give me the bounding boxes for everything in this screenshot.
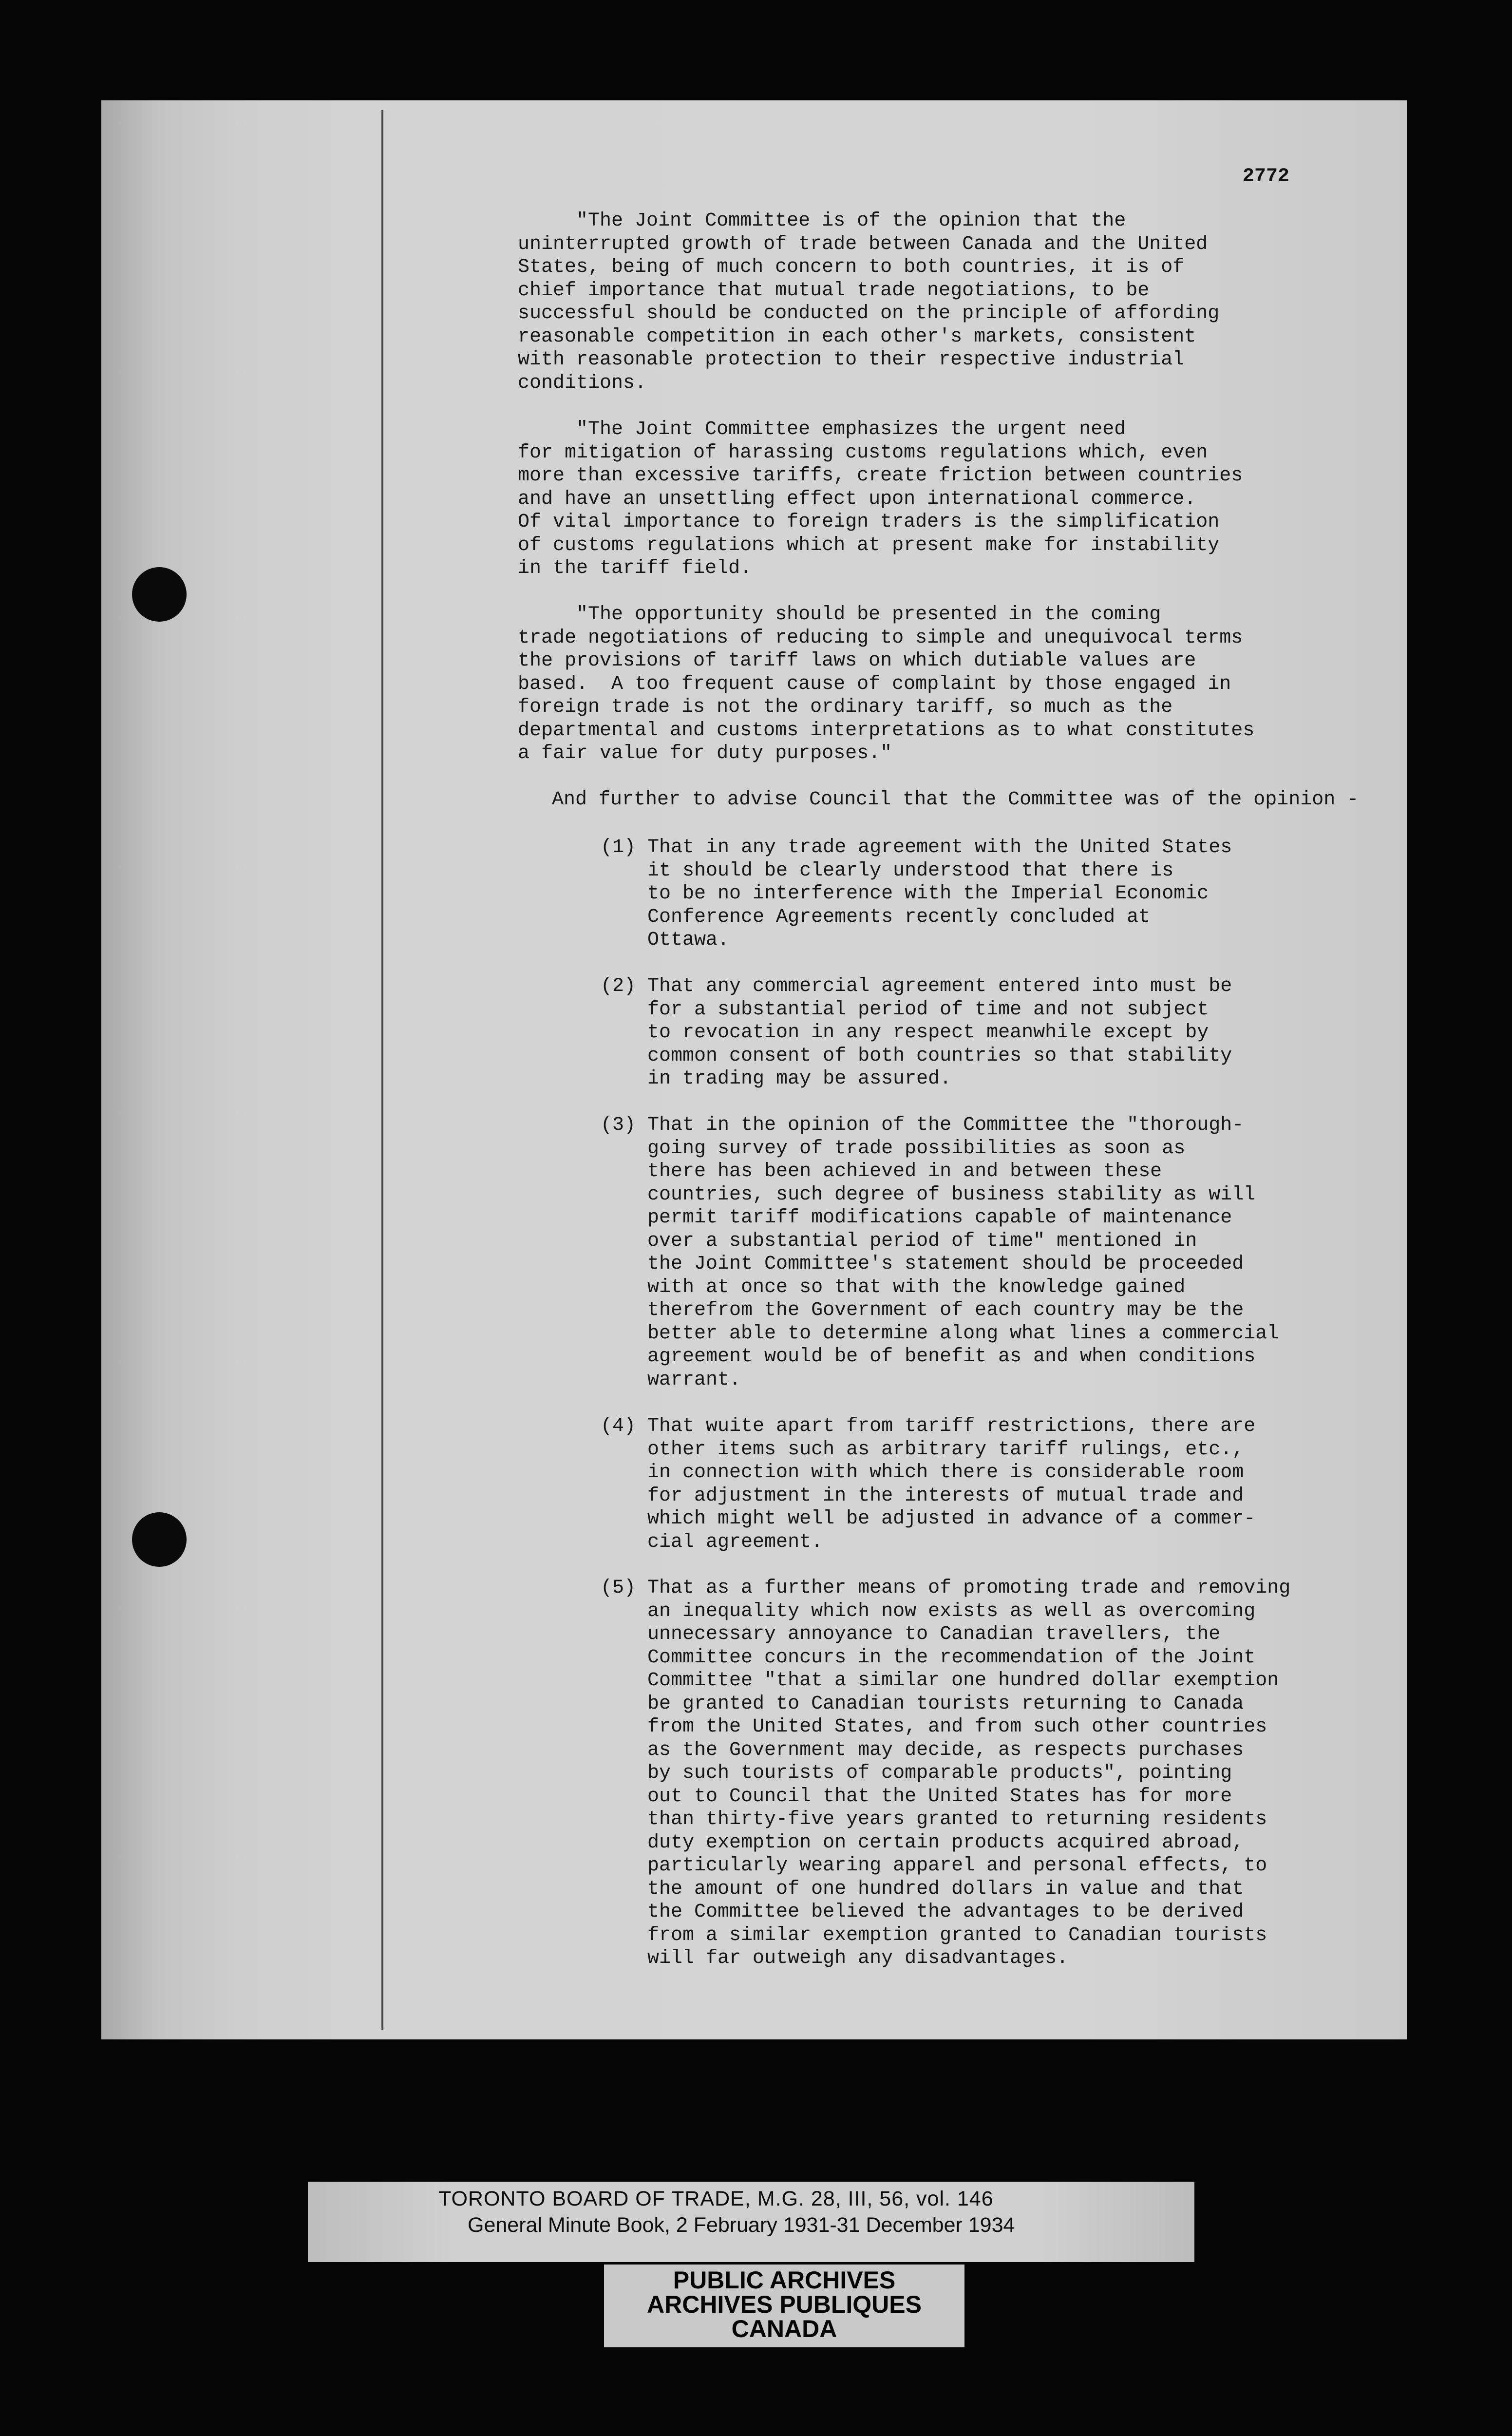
item-2-substantial-period: (2) That any commercial agreement entered into must be for a substantial period of time and not subject to revocation in any respect meanwhile except by common consent of both countries so that stability in trading may be assured.: [601, 975, 1232, 1090]
stamp-line-1: PUBLIC ARCHIVES: [673, 2266, 896, 2294]
stamp-line-2: ARCHIVES PUBLIQUES: [647, 2291, 922, 2318]
punch-hole-top: [132, 567, 187, 622]
stamp-line-3: CANADA: [731, 2315, 837, 2342]
archives-stamp: [604, 2268, 964, 2341]
item-1-imperial-agreements: (1) That in any trade agreement with the United States it should be clearly understood that there is to be no interference with the Imperial Economic Conference Agreements recently concluded at Ottawa.: [601, 837, 1232, 951]
item-3-trade-survey: (3) That in the opinion of the Committee the "thorough- going survey of trade possibilities as soon as there has been achieved in and between these countries, such degree of business stability as will permit tariff modifications capable of maintenance over a substantial period of time" mentioned in the Joint Committee's statement should be proceeded with at once so that with the knowledge gained therefrom the Government of each country may be the better able to determine along what lines a commercial agreement would be of benefit as and when conditions warrant.: [601, 1114, 1279, 1391]
archive-label-line-2: General Minute Book, 2 February 1931-31 December 1934: [468, 2213, 1015, 2237]
margin-rule: [381, 110, 383, 2030]
document-page: [101, 100, 1407, 2039]
item-5-tourist-exemption: (5) That as a further means of promoting trade and removing an inequality which now exists as well as overcoming unnecessary annoyance to Canadian travellers, the Committee concurs in the recommendation of the Joint Committee "that a similar one hundred dollar exemption be granted to Canadian tourists returning to Canada from the United States, and from such other countries as the Government may decide, as respects purchases by such tourists of comparable products", pointing out to Council that the United States has for more than thirty-five years granted to returning residents duty exemption on certain products acquired abroad, particularly wearing apparel and personal effects, to the amount of one hundred dollars in value and that the Committee believed the advantages to be derived from a similar exemption granted to Canadian tourists will far outweigh any disadvantages.: [601, 1577, 1291, 1969]
paragraph-customs-regulations: "The Joint Committee emphasizes the urgent need for mitigation of harassing customs regulations which, even more than excessive tariffs, create friction between countries and have an unsettling effect upon international commerce. Of vital importance to foreign traders is the simplification of customs regulations which at present make for instability in the tariff field.: [518, 419, 1243, 579]
punch-hole-bottom: [132, 1512, 187, 1567]
committee-opinion-intro: And further to advise Council that the Committee was of the opinion -: [552, 789, 1359, 811]
item-4-tariff-rulings: (4) That wuite apart from tariff restrictions, there are other items such as arbitrary tariff rulings, etc., in connection with which there is considerable room for adjustment in the interests of mutual trade and which might well be adjusted in advance of a commer- cial agreement.: [601, 1415, 1256, 1553]
page-number: 2772: [1243, 166, 1290, 188]
paragraph-trade-negotiations: "The opportunity should be presented in the coming trade negotiations of reducing to simple and unequivocal terms the provisions of tariff laws on which dutiable values are based. A too frequent cause of complaint by those engaged in foreign trade is not the ordinary tariff, so much as the departmental and customs interpretations as to what constitutes a fair value for duty purposes.": [518, 604, 1255, 764]
archive-label: [438, 2186, 1015, 2238]
paragraph-joint-committee-opinion: "The Joint Committee is of the opinion that the uninterrupted growth of trade between Canada and the United States, being of much concern to both countries, it is of chief importance that mutual trade negotiations, to be successful should be conducted on the principle of affording reasonable competition in each other's markets, consistent with reasonable protection to their respective industrial conditions.: [518, 210, 1220, 394]
archive-label-line-1: TORONTO BOARD OF TRADE, M.G. 28, III, 56, vol. 146: [438, 2187, 994, 2210]
